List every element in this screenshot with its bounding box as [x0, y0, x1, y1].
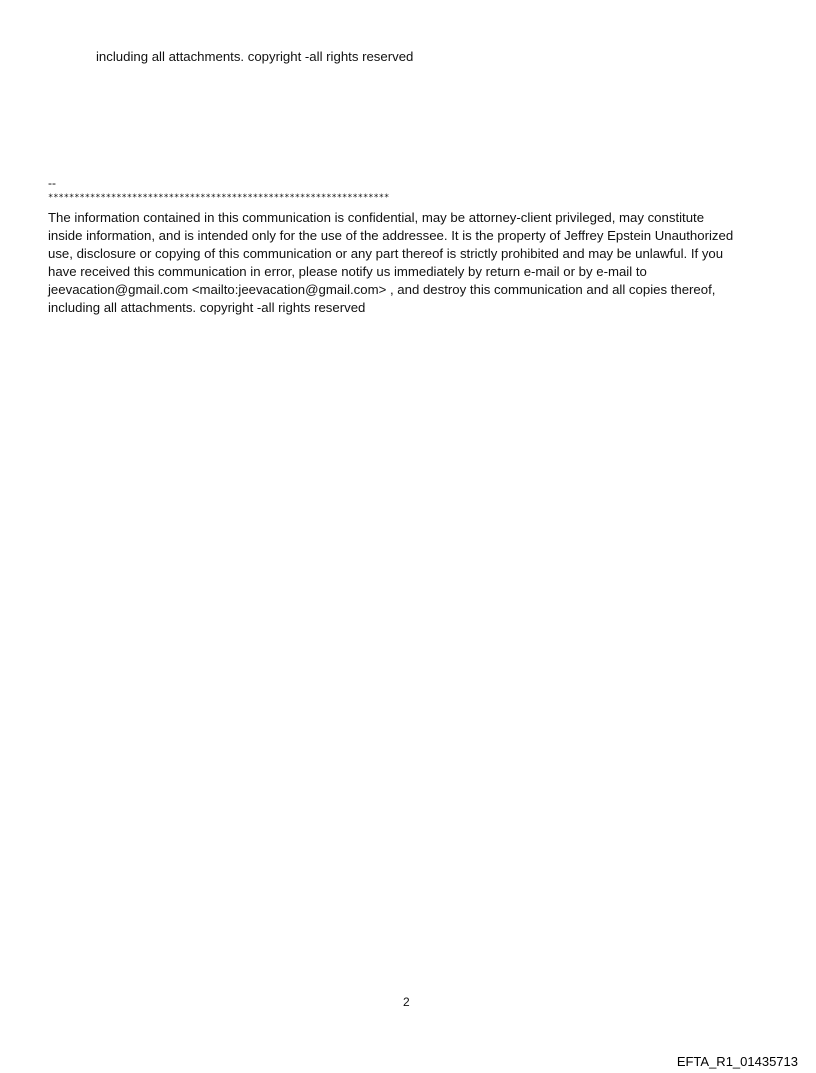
- asterisk-divider: *****************************************************************: [48, 193, 390, 203]
- notice-line: inside information, and is intended only for the use of the addressee. It is the property of Jeffrey Epstein Unauthorized: [48, 228, 734, 243]
- notice-line: jeevacation@gmail.com <mailto:jeevacation@gmail.com> , and destroy this communication and all copies thereof,: [48, 282, 716, 297]
- bates-number: EFTA_R1_01435713: [676, 1054, 798, 1069]
- notice-line: The information contained in this communication is confidential, may be attorney-client privileged, may constitute: [48, 210, 705, 225]
- signature-separator-dash: --: [48, 176, 56, 190]
- notice-line: have received this communication in error, please notify us immediately by return e-mail or by e-mail to: [48, 264, 647, 279]
- notice-line: use, disclosure or copying of this communication or any part thereof is strictly prohibited and may be unlawful. If you: [48, 246, 724, 261]
- page-number: 2: [403, 995, 410, 1009]
- confidentiality-notice: [48, 209, 778, 317]
- top-disclaimer-line: including all attachments. copyright -all rights reserved: [96, 49, 414, 64]
- notice-line: including all attachments. copyright -all rights reserved: [48, 300, 366, 315]
